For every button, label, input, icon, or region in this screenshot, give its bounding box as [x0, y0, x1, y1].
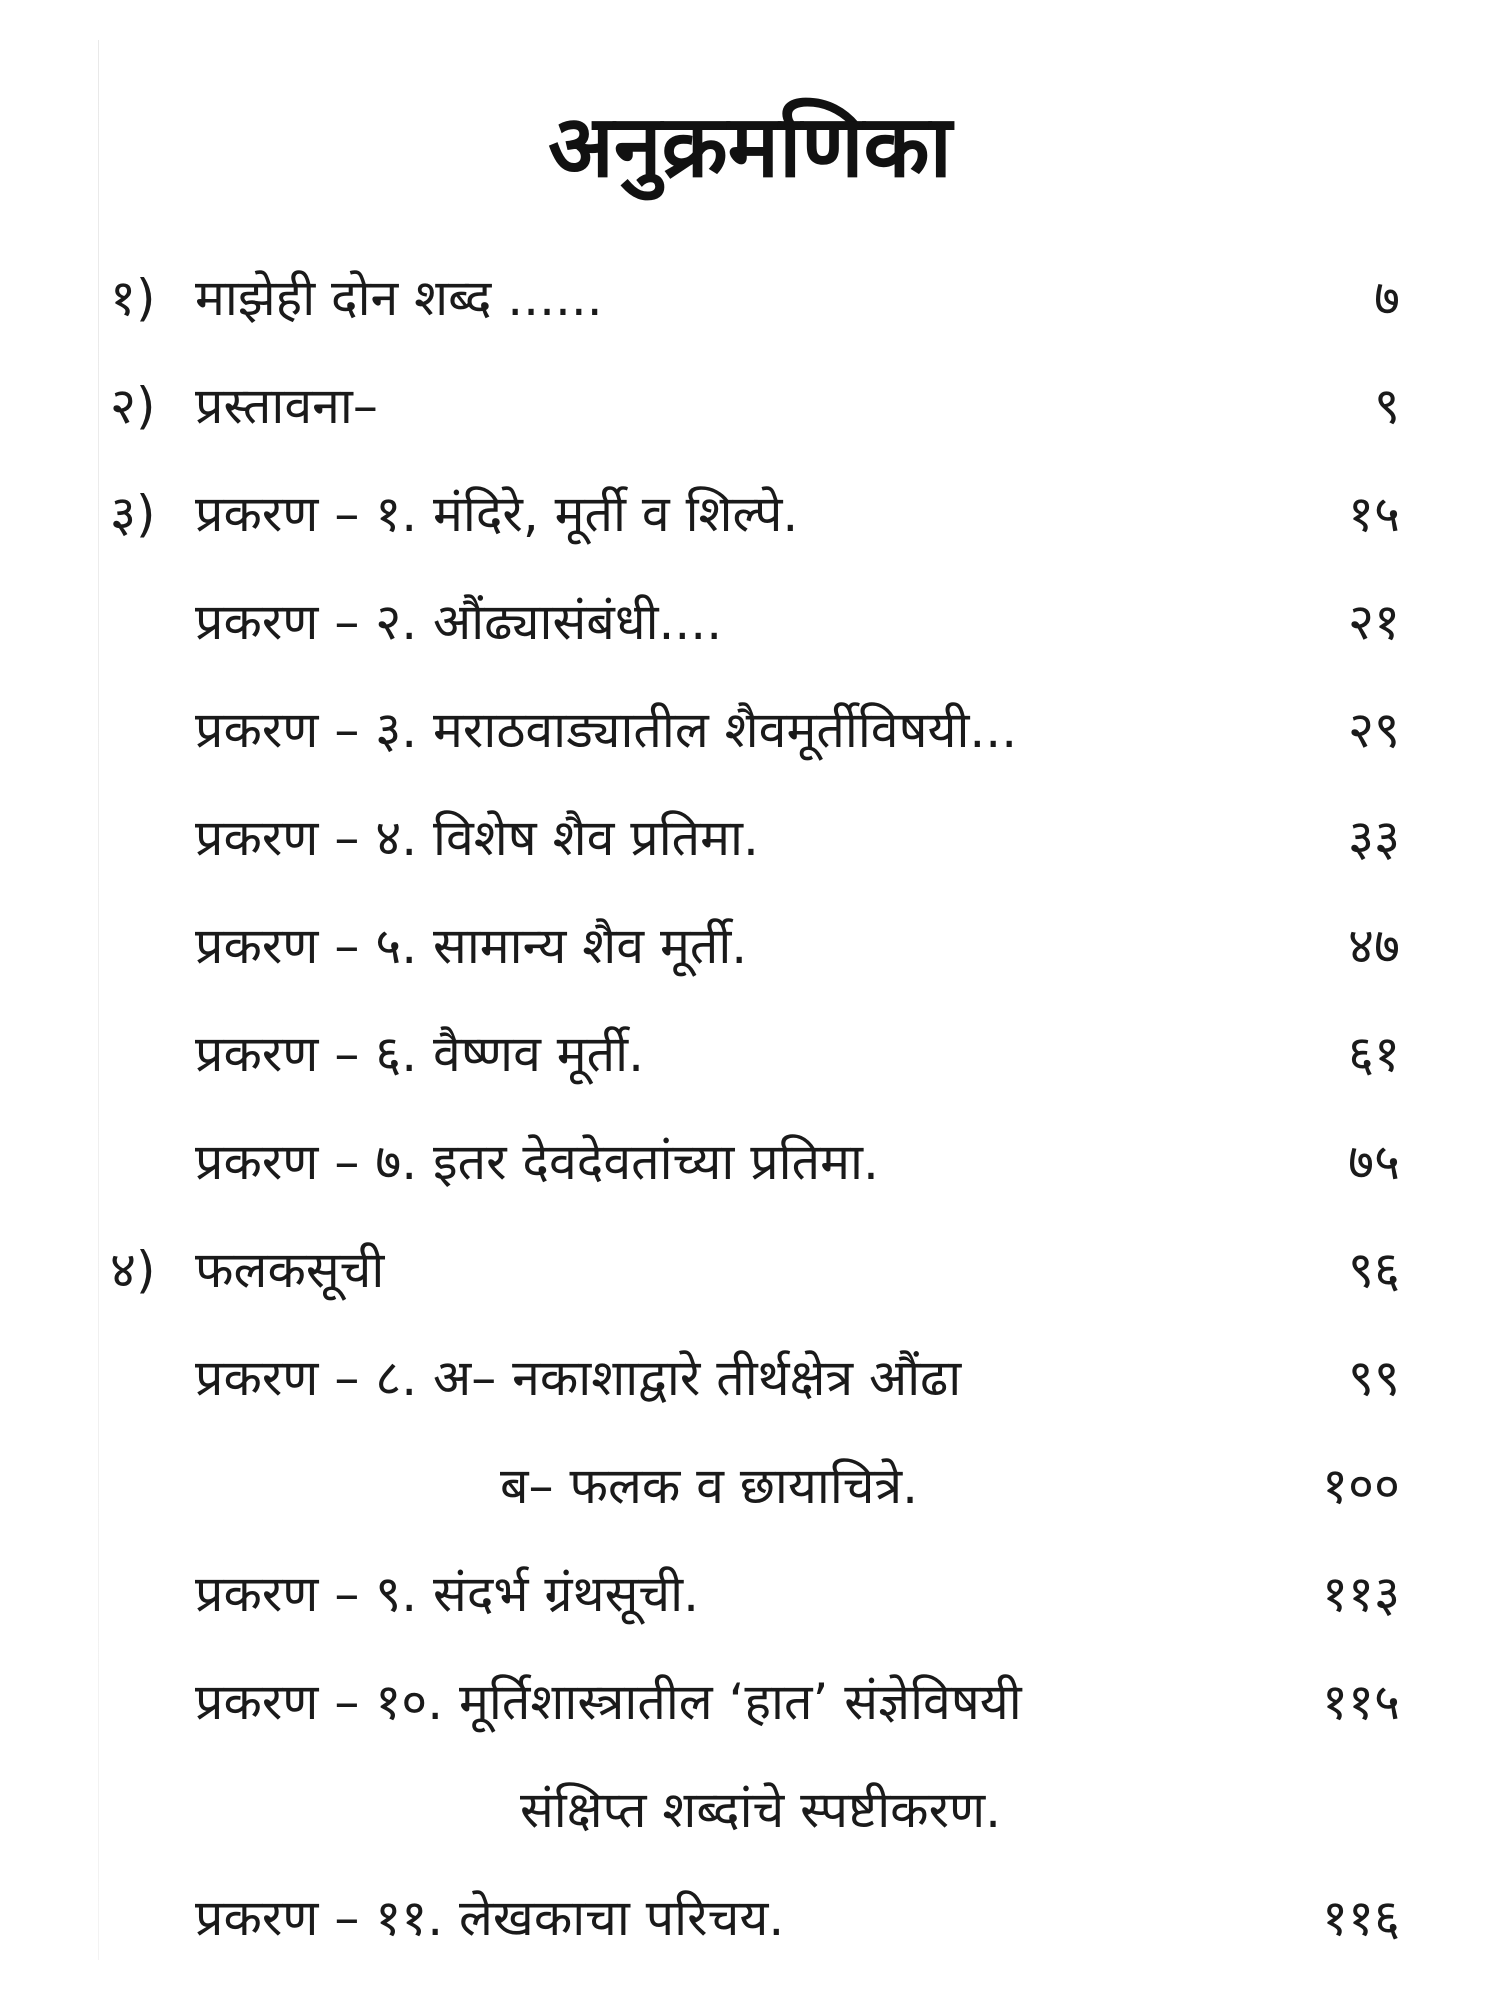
entry-title: प्रकरण – ११. लेखकाचा परिचय.	[195, 1889, 785, 1947]
entry-title: प्रकरण – २. औंढ्यासंबंधी....	[195, 593, 723, 651]
entry-title: ब– फलक व छायाचित्रे.	[500, 1457, 919, 1515]
entry-page-number: ११६	[1322, 1889, 1400, 1947]
toc-entry	[0, 1770, 1500, 1850]
toc-entry	[0, 798, 1500, 878]
entry-title: प्रकरण – ४. विशेष शैव प्रतिमा.	[195, 809, 759, 867]
toc-entry	[0, 474, 1500, 554]
toc-entry	[0, 690, 1500, 770]
entry-page-number: २१	[1348, 593, 1400, 651]
page-title: अनुक्रमणिका	[548, 97, 952, 197]
entry-page-number: ११३	[1322, 1565, 1400, 1623]
toc-entry	[0, 582, 1500, 662]
toc-entry	[0, 258, 1500, 338]
toc-entry	[0, 1878, 1500, 1958]
toc-entry	[0, 1662, 1500, 1742]
entry-title: फलकसूची	[195, 1241, 385, 1299]
entry-page-number: २९	[1348, 701, 1400, 759]
entry-title: संक्षिप्त शब्दांचे स्पष्टीकरण.	[520, 1781, 1002, 1839]
entry-title: प्रस्तावना–	[195, 377, 378, 435]
entry-page-number: ३३	[1348, 809, 1400, 867]
entry-page-number: ९६	[1348, 1241, 1400, 1299]
entry-page-number: ९९	[1348, 1349, 1400, 1407]
entry-title: प्रकरण – १०. मूर्तिशास्त्रातील ‘हात’ संज्ञेविषयी	[195, 1673, 1022, 1731]
entry-page-number: १००	[1322, 1457, 1400, 1515]
toc-entry	[0, 366, 1500, 446]
entry-page-number: ७५	[1348, 1133, 1400, 1191]
entry-title: प्रकरण – ९. संदर्भ ग्रंथसूची.	[195, 1565, 699, 1623]
toc-entry	[0, 1230, 1500, 1310]
toc-entry	[0, 1338, 1500, 1418]
entry-page-number: ७	[1374, 269, 1400, 327]
entry-number: ४)	[110, 1241, 156, 1299]
toc-entry	[0, 906, 1500, 986]
entry-title: प्रकरण – ६. वैष्णव मूर्ती.	[195, 1025, 645, 1083]
entry-title: प्रकरण – १. मंदिरे, मूर्ती व शिल्पे.	[195, 485, 799, 543]
entry-title: प्रकरण – ५. सामान्य शैव मूर्ती.	[195, 917, 748, 975]
toc-entry	[0, 1122, 1500, 1202]
entry-page-number: ९	[1374, 377, 1400, 435]
entry-page-number: ४७	[1348, 917, 1400, 975]
toc-entry	[0, 1554, 1500, 1634]
entry-number: १)	[110, 269, 156, 327]
entry-page-number: ६१	[1348, 1025, 1400, 1083]
entry-page-number: ११५	[1322, 1673, 1400, 1731]
entry-title: माझेही दोन शब्द ......	[195, 269, 603, 327]
entry-page-number: १५	[1348, 485, 1400, 543]
entry-number: ३)	[110, 485, 156, 543]
toc-entry	[0, 1014, 1500, 1094]
entry-title: प्रकरण – ८. अ– नकाशाद्वारे तीर्थक्षेत्र औंढा	[195, 1349, 962, 1407]
entry-title: प्रकरण – ७. इतर देवदेवतांच्या प्रतिमा.	[195, 1133, 879, 1191]
entry-title: प्रकरण – ३. मराठवाड्यातील शैवमूर्तीविषयी...	[195, 701, 1018, 759]
entry-number: २)	[110, 377, 156, 435]
toc-entry	[0, 1446, 1500, 1526]
